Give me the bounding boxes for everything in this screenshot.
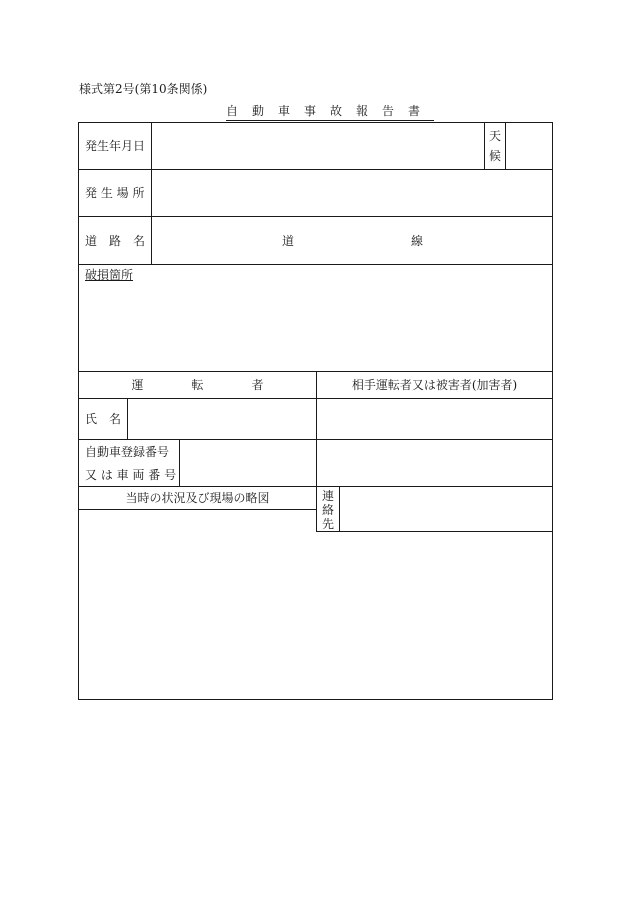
driver-name-field[interactable] [128,399,316,439]
road-name-label: 道 路 名 [85,234,146,248]
weather-label [488,129,502,163]
road-suffix-label: 線 [411,234,424,248]
vehicle-reg-label-line2: 又 は 車 両 番 号 [85,468,177,482]
contact-label [321,489,335,531]
other-party-header: 相手運転者又は被害者(加害者) [351,378,518,392]
location-label: 発 生 場 所 [85,186,145,200]
weather-label-char: 天 [488,129,501,143]
occurrence-date-field[interactable] [152,123,484,169]
row-divider-location [79,216,552,217]
road-prefix-label: 道 [282,234,295,248]
weather-label-char: 候 [488,149,501,163]
driver-header: 運 転 者 [131,378,264,392]
contact-label-char: 先 [321,517,334,531]
other-name-field[interactable] [317,399,552,439]
document-title: 自動車事故報告書 [226,104,434,121]
sketch-label: 当時の状況及び現場の略図 [125,491,270,505]
vehicle-reg-label-line1: 自動車登録番号 [85,445,170,459]
form-number: 様式第2号(第10条関係) [79,82,208,96]
row-divider-road [79,264,552,265]
occurrence-date-label: 発生年月日 [85,139,146,153]
name-label: 氏 名 [85,412,122,426]
driver-vehicle-field[interactable] [180,440,316,486]
contact-label-char: 絡 [321,503,334,517]
contact-label-char: 連 [321,489,334,503]
damage-label: 破損箇所 [85,268,134,282]
other-vehicle-field[interactable] [317,440,552,486]
contact-field[interactable] [340,487,552,531]
location-field[interactable] [152,170,552,216]
weather-field[interactable] [506,123,552,169]
report-form [78,122,553,700]
damage-field[interactable] [79,285,552,371]
sketch-label-divider [79,509,316,510]
weather-left-divider [484,123,485,169]
sketch-area[interactable] [79,532,552,699]
